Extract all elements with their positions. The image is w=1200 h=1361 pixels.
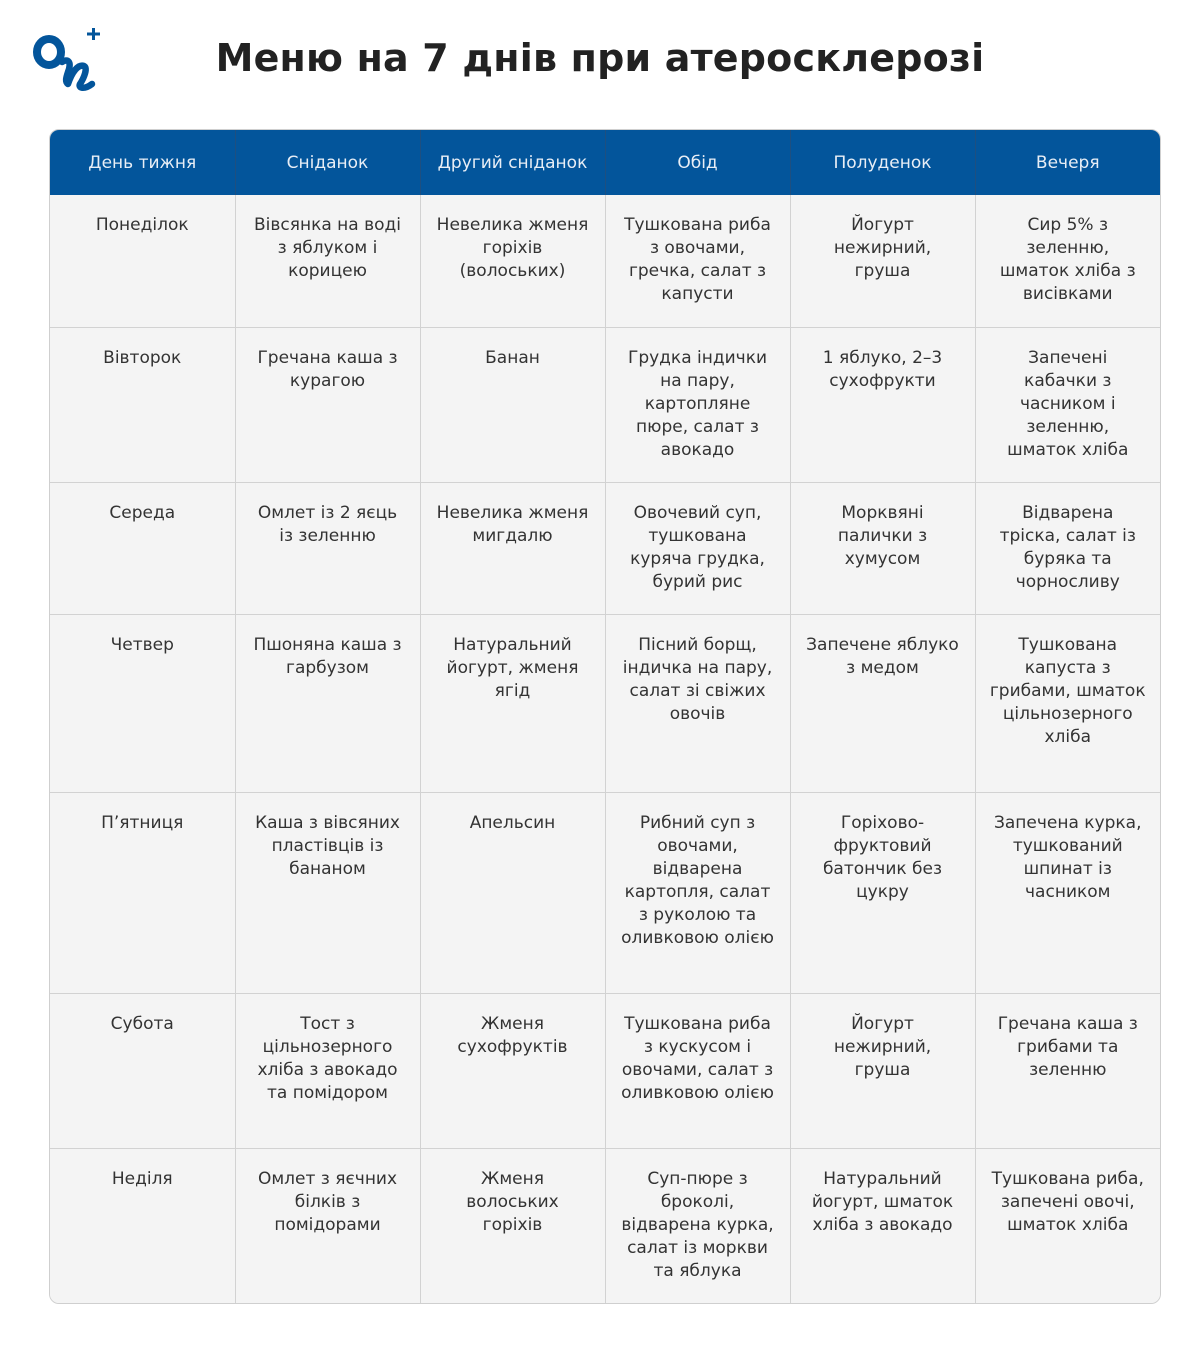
table-cell: Суп-пюре з броколі, відварена курка, салат із моркви та яблука — [605, 1148, 790, 1303]
table-cell: Пісний борщ, індичка на пару, салат зі свіжих овочів — [605, 614, 790, 792]
table-cell: Грудка індички на пару, картопляне пюре, салат з авокадо — [605, 327, 790, 482]
table-cell: Жменя сухофруктів — [420, 993, 605, 1148]
table-cell: Тост з цільнозерного хліба з авокадо та помідором — [235, 993, 420, 1148]
table-cell: Жменя волоських горіхів — [420, 1148, 605, 1303]
column-header-dinner: Вечеря — [975, 130, 1160, 195]
table-row — [50, 482, 1160, 614]
table-cell: Вівторок — [50, 327, 235, 482]
table-cell: Запечена курка, тушкований шпинат із часником — [975, 792, 1160, 993]
table-cell: Сир 5% з зеленню, шматок хліба з висівками — [975, 195, 1160, 327]
table-cell: Банан — [420, 327, 605, 482]
table-row — [50, 1148, 1160, 1303]
table-row — [50, 993, 1160, 1148]
table-cell: 1 яблуко, 2–3 сухофрукти — [790, 327, 975, 482]
table-cell: Морквяні палички з хумусом — [790, 482, 975, 614]
table-cell: Понеділок — [50, 195, 235, 327]
table-cell: Субота — [50, 993, 235, 1148]
table-cell: Гречана каша з курагою — [235, 327, 420, 482]
table-cell: Тушкована риба з овочами, гречка, салат з капусти — [605, 195, 790, 327]
table-cell: Вівсянка на воді з яблуком і корицею — [235, 195, 420, 327]
table-cell: Тушкована риба з кускусом і овочами, салат з оливковою олією — [605, 993, 790, 1148]
menu-table — [50, 130, 1160, 1303]
table-cell: Горіхово-фруктовий батончик без цукру — [790, 792, 975, 993]
column-header-day: День тижня — [50, 130, 235, 195]
table-cell: Натуральний йогурт, шматок хліба з авокадо — [790, 1148, 975, 1303]
column-header-afternoon-snack: Полуденок — [790, 130, 975, 195]
table-cell: Запечене яблуко з медом — [790, 614, 975, 792]
table-cell: Омлет з яєчних білків з помідорами — [235, 1148, 420, 1303]
table-cell: Четвер — [50, 614, 235, 792]
table-row — [50, 195, 1160, 327]
table-cell: Тушкована капуста з грибами, шматок цільнозерного хліба — [975, 614, 1160, 792]
table-row — [50, 614, 1160, 792]
table-cell: Пшоняна каша з гарбузом — [235, 614, 420, 792]
table-cell: Відварена тріска, салат із буряка та чорносливу — [975, 482, 1160, 614]
table-cell: Апельсин — [420, 792, 605, 993]
column-header-lunch: Обід — [605, 130, 790, 195]
menu-table-container — [49, 129, 1161, 1304]
table-cell: Середа — [50, 482, 235, 614]
page-title: Меню на 7 днів при атеросклерозі — [215, 36, 985, 80]
table-cell: П’ятниця — [50, 792, 235, 993]
table-header-row — [50, 130, 1160, 195]
table-cell: Йогурт нежирний, груша — [790, 993, 975, 1148]
table-cell: Неділя — [50, 1148, 235, 1303]
table-cell: Каша з вівсяних пластівців із бананом — [235, 792, 420, 993]
table-cell: Невелика жменя мигдалю — [420, 482, 605, 614]
table-cell: Запечені кабачки з часником і зеленню, шматок хліба — [975, 327, 1160, 482]
table-cell: Овочевий суп, тушкована куряча грудка, бурий рис — [605, 482, 790, 614]
table-row — [50, 792, 1160, 993]
table-cell: Натуральний йогурт, жменя ягід — [420, 614, 605, 792]
column-header-second-breakfast: Другий сніданок — [420, 130, 605, 195]
table-cell: Тушкована риба, запечені овочі, шматок хліба — [975, 1148, 1160, 1303]
table-cell: Йогурт нежирний, груша — [790, 195, 975, 327]
table-cell: Гречана каша з грибами та зеленню — [975, 993, 1160, 1148]
table-cell: Невелика жменя горіхів (волоських) — [420, 195, 605, 327]
table-cell: Омлет із 2 яєць із зеленню — [235, 482, 420, 614]
column-header-breakfast: Сніданок — [235, 130, 420, 195]
table-row — [50, 327, 1160, 482]
table-cell: Рибний суп з овочами, відварена картопля, салат з руколою та оливковою олією — [605, 792, 790, 993]
